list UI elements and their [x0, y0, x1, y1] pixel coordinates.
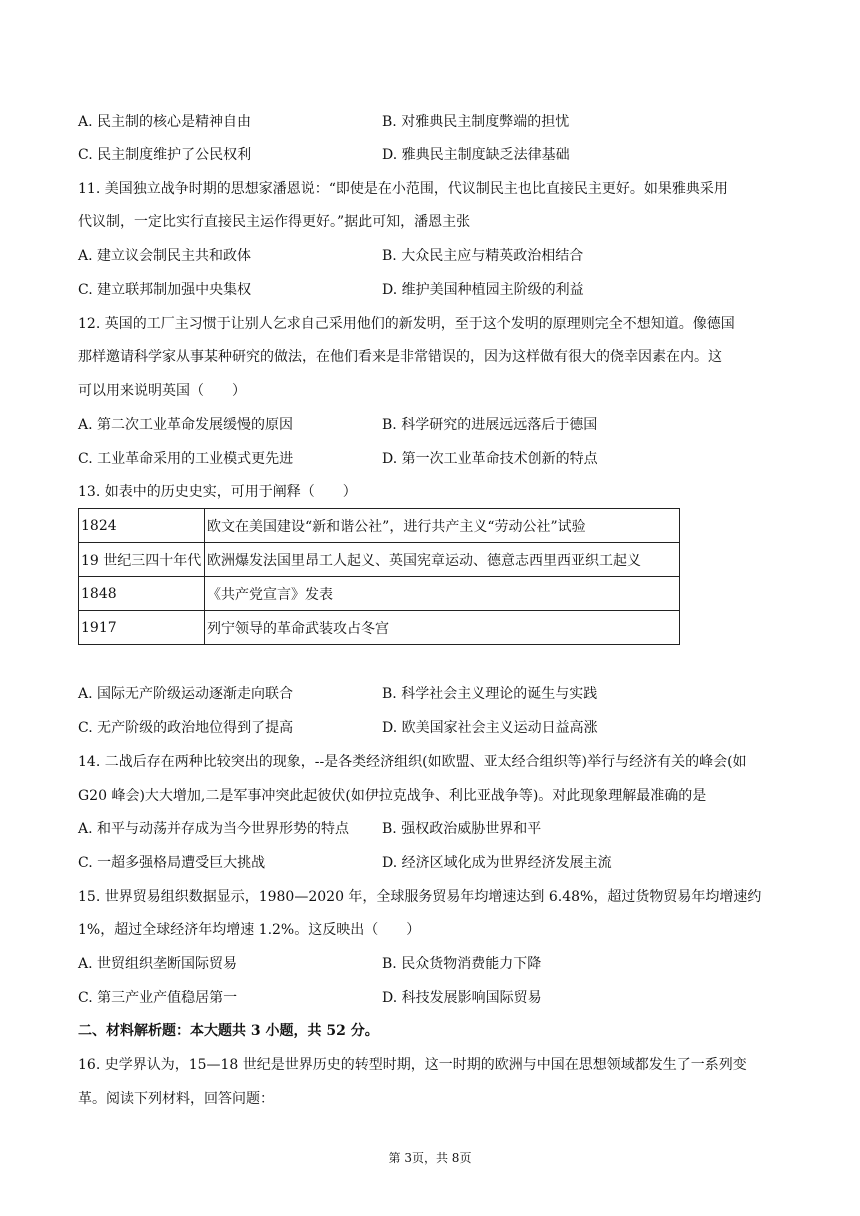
table-cell-year: 1824 [79, 509, 205, 543]
q11-option-c: C. 建立联邦制加强中央集权 [78, 282, 252, 298]
table-cell-year: 1917 [79, 611, 205, 645]
q10-option-a: A. 民主制的核心是精神自由 [78, 114, 252, 130]
q15-option-b: B. 民众货物消费能力下降 [382, 956, 542, 972]
table-row [79, 509, 680, 543]
q10-option-d: D. 雅典民主制度缺乏法律基础 [382, 147, 570, 163]
q11-stem-line2: 代议制，一定比实行直接民主运作得更好。”据此可知，潘恩主张 [78, 214, 471, 230]
page-number-footer: 第 3页，共 8页 [388, 1151, 472, 1165]
q14-option-c: C. 一超多强格局遭受巨大挑战 [78, 855, 266, 871]
q14-stem-line2: G20 峰会)大大增加,二是军事冲突此起彼伏(如伊拉克战争、利比亚战争等)。对此现象理解最准确的是 [78, 788, 707, 804]
q10-option-c: C. 民主制度维护了公民权利 [78, 147, 252, 163]
table-row [79, 577, 680, 611]
q12-stem-line3: 可以用来说明英国（ ） [78, 383, 246, 399]
table-cell-event: 列宁领导的革命武装攻占冬宫 [205, 611, 680, 645]
q12-option-a: A. 第二次工业革命发展缓慢的原因 [78, 417, 294, 433]
q14-option-a: A. 和平与动荡并存成为当今世界形势的特点 [78, 821, 350, 837]
table-cell-event: 欧洲爆发法国里昂工人起义、英国宪章运动、德意志西里西亚织工起义 [205, 543, 680, 577]
q15-stem-line1: 15. 世界贸易组织数据显示，1980—2020 年，全球服务贸易年均增速达到 6.48%，超过货物贸易年均增速约 [78, 889, 762, 905]
q11-stem-line1: 11. 美国独立战争时期的思想家潘恩说：“即使是在小范围，代议制民主也比直接民主更好。如果雅典采用 [78, 181, 728, 197]
q12-option-c: C. 工业革命采用的工业模式更先进 [78, 451, 294, 467]
q12-stem-line1: 12. 英国的工厂主习惯于让别人乞求自己采用他们的新发明，至于这个发明的原理则完全不想知道。像德国 [78, 316, 735, 332]
q13-option-a: A. 国际无产阶级运动逐渐走向联合 [78, 686, 294, 702]
table-cell-event: 欧文在美国建设“新和谐公社”，进行共产主义“劳动公社”试验 [205, 509, 680, 543]
q14-option-b: B. 强权政治威胁世界和平 [382, 821, 542, 837]
q10-option-b: B. 对雅典民主制度弊端的担忧 [382, 114, 570, 130]
table-row [79, 543, 680, 577]
section-heading: 二、材料解析题：本大题共 3 小题，共 52 分。 [78, 1023, 379, 1039]
q15-option-d: D. 科技发展影响国际贸易 [382, 990, 542, 1006]
q12-option-b: B. 科学研究的进展远远落后于德国 [382, 417, 598, 433]
q15-option-c: C. 第三产业产值稳居第一 [78, 990, 238, 1006]
table-cell-year: 1848 [79, 577, 205, 611]
q11-option-d: D. 维护美国种植园主阶级的利益 [382, 282, 584, 298]
q13-option-d: D. 欧美国家社会主义运动日益高涨 [382, 720, 598, 736]
q14-option-d: D. 经济区域化成为世界经济发展主流 [382, 855, 612, 871]
q12-stem-line2: 那样邀请科学家从事某种研究的做法，在他们看来是非常错误的，因为这样做有很大的侥幸因素在内。这 [78, 349, 722, 365]
q11-option-a: A. 建立议会制民主共和政体 [78, 248, 252, 264]
history-facts-table [78, 508, 680, 645]
q12-option-d: D. 第一次工业革命技术创新的特点 [382, 451, 598, 467]
q16-stem-line1: 16. 史学界认为，15—18 世纪是世界历史的转型时期，这一时期的欧洲与中国在思想领域都发生了一系列变 [78, 1057, 747, 1073]
table-row [79, 611, 680, 645]
table-cell-year: 19 世纪三四十年代 [79, 543, 205, 577]
q13-option-c: C. 无产阶级的政治地位得到了提高 [78, 720, 294, 736]
q14-stem-line1: 14. 二战后存在两种比较突出的现象，--是各类经济组织(如欧盟、亚太经合组织等)举行与经济有关的峰会(如 [78, 754, 747, 770]
q11-option-b: B. 大众民主应与精英政治相结合 [382, 248, 584, 264]
q16-stem-line2: 革。阅读下列材料，回答问题： [78, 1091, 274, 1107]
q15-stem-line2: 1%，超过全球经济年均增速 1.2%。这反映出（ ） [78, 922, 421, 938]
q13-option-b: B. 科学社会主义理论的诞生与实践 [382, 686, 598, 702]
table-cell-event: 《共产党宣言》发表 [205, 577, 680, 611]
q15-option-a: A. 世贸组织垄断国际贸易 [78, 956, 238, 972]
q13-stem-line1: 13. 如表中的历史史实，可用于阐释（ ） [78, 484, 357, 500]
